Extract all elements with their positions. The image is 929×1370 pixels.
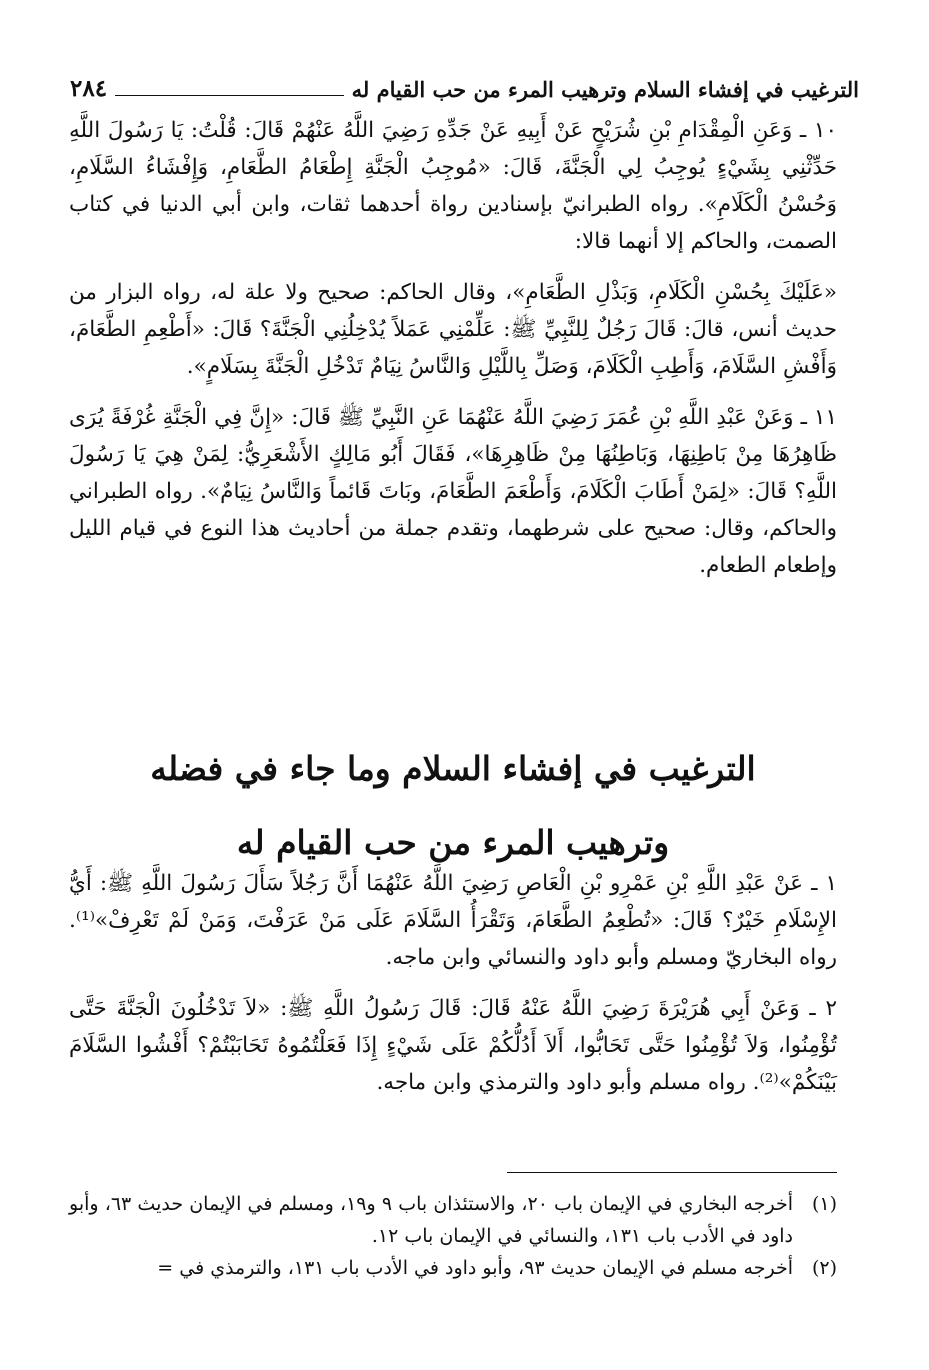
- header-rule: [115, 95, 344, 96]
- footnote-rule: [507, 1172, 837, 1173]
- footnote: [69, 1252, 837, 1284]
- running-title: الترغيب في إفشاء السلام وترهيب المرء من حب القيام له: [351, 77, 859, 102]
- hadith-paragraph: ١١ ـ وَعَنْ عَبْدِ اللَّهِ بْنِ عُمَرَ رَضِيَ اللَّهُ عَنْهُمَا عَنِ النَّبِيِّ ﷺ قَالَ: «إِنَّ فِي الْجَنَّةِ غُرْفَةً يُرَى ظَاهِرُهَا مِنْ بَاطِنِهَا، وَبَاطِنُهَا مِنْ ظَاهِرِهَا»، فَقَالَ أَبُو مَالِكٍ الأَشْعَرِيُّ: لِمَنْ هِيَ يَا رَسُولَ اللَّهِ؟ قَالَ: «لِمَنْ أَطَابَ الْكَلَامَ، وَأَطْعَمَ الطَّعَامَ، وبَاتَ قَائماً وَالنَّاسُ نِيَامٌ». رواه الطبراني والحاكم، وقال: صحيح على شرطهما، وتقدم جملة من أحاديث هذا النوع في قيام الليل وإطعام الطعام.: [69, 405, 837, 578]
- footnote-mark: (٢): [811, 1257, 837, 1279]
- footnote: [69, 1188, 837, 1252]
- section-title-line-2: وترهيب المرء من حب القيام له: [236, 823, 670, 862]
- footnote-mark: (١): [811, 1193, 837, 1215]
- hadith-paragraph: ١٠ ـ وَعَنِ الْمِقْدَامِ بْنِ شُرَيْحٍ عَنْ أَبِيهِ عَنْ جَدِّهِ رَضِيَ اللَّهُ عَنْهُمْ قَالَ: قُلْتُ: يَا رَسُولَ اللَّهِ حَدِّثْنِي بِشَيْءٍ يُوجِبُ لِي الْجَنَّةَ، قَالَ: «مُوجِبُ الْجَنَّةِ إِطْعَامُ الطَّعَامِ، وَإِفْشَاءُ السَّلَامِ، وَحُسْنُ الْكَلَامِ». رواه الطبرانيّ بإسنادين رواة أحدهما ثقات، وابن أبي الدنيا في كتاب الصمت، والحاكم إلا أنهما قالا:: [69, 118, 837, 254]
- body-text-top: [69, 112, 837, 598]
- hadith-paragraph: «عَلَيْكَ بِحُسْنِ الْكَلَامِ، وَبَذْلِ الطَّعَامِ»، وقال الحاكم: صحيح ولا علة له، رواه البزار من حديث أنس، قالَ: قَالَ رَجُلٌ لِلنَّبِيِّ ﷺ: عَلِّمْنِي عَمَلاً يُدْخِلُنِي الْجَنَّةَ؟ قَالَ: «أَطْعِمِ الطَّعَامَ، وَأَفْشِ السَّلَامَ، وَأَطِبِ الْكَلَامَ، وَصَلِّ بِاللَّيْلِ وَالنَّاسُ نِيَامٌ تَدْخُلِ الْجَنَّةَ بِسَلَامٍ».: [69, 280, 837, 379]
- page-header: [70, 52, 859, 100]
- footnotes: [69, 1188, 837, 1284]
- page-number: ٢٨٤: [70, 75, 108, 102]
- footnote-text: أخرجه البخاري في الإيمان باب ٢٠، والاستئذان باب ٩ و١٩، ومسلم في الإيمان حديث ٦٣، وأبو داود في الأدب باب ١٣١، والنسائي في الإيمان باب ١٢.: [69, 1193, 793, 1247]
- hadith-paragraph: ٢ ـ وَعَنْ أَبِي هُرَيْرَةَ رَضِيَ اللَّهُ عَنْهُ قَالَ: قَالَ رَسُولُ اللَّهِ ﷺ: «لاَ تَدْخُلُونَ الْجَنَّةَ حَتَّى تُؤْمِنُوا، وَلاَ تُؤْمِنُوا حَتَّى تَحَابُّوا، أَلاَ أَدُلُّكُمْ عَلَى شَيْءٍ إِذَا فَعَلْتُمُوهُ تَحَابَبْتُمْ؟ أَفْشُوا السَّلَامَ بَيْنَكُمْ»⁽²⁾. رواه مسلم وأبو داود والترمذي وابن ماجه.: [69, 996, 837, 1095]
- section-title-line-1: الترغيب في إفشاء السلام وما جاء في فضله: [150, 749, 756, 788]
- section-heading: [69, 732, 837, 880]
- body-text-bottom: [69, 865, 837, 1115]
- footnote-text: أخرجه مسلم في الإيمان حديث ٩٣، وأبو داود في الأدب باب ١٣١، والترمذي في =: [157, 1257, 793, 1279]
- hadith-paragraph: ١ ـ عَنْ عَبْدِ اللَّهِ بْنِ عَمْرِو بْنِ الْعَاصِ رَضِيَ اللَّهُ عَنْهُمَا أَنَّ رَجُلاً سَأَلَ رَسُولَ اللَّهِ ﷺ: أَيُّ الإِسْلَامِ خَيْرٌ؟ قَالَ: «تُطْعِمُ الطَّعَامَ، وَتَقْرَأُ السَّلَامَ عَلَى مَنْ عَرَفْتَ، وَمَنْ لَمْ تَعْرِفْ»⁽¹⁾. رواه البخاريّ ومسلم وأبو داود والنسائي وابن ماجه.: [69, 871, 837, 970]
